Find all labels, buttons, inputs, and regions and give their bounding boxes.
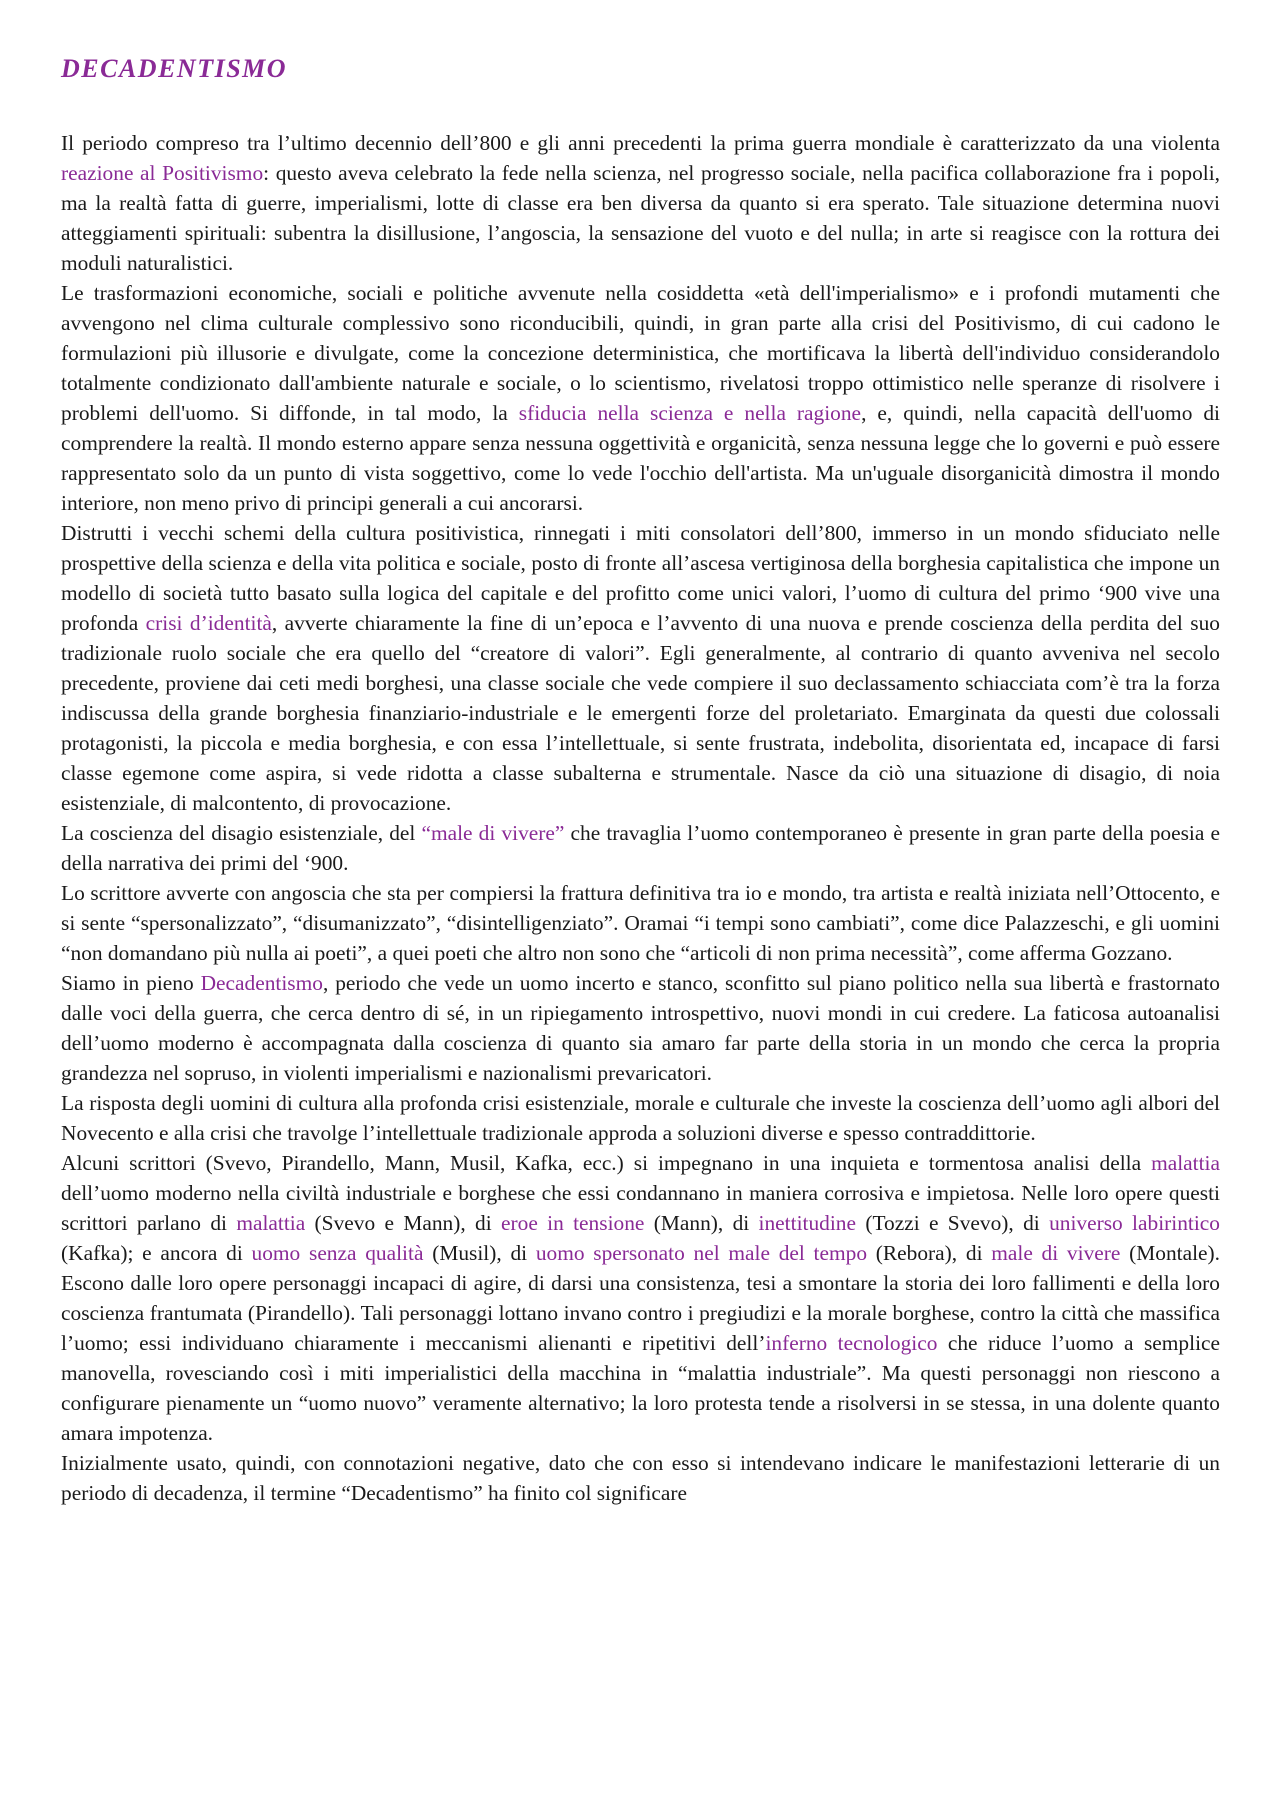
document-page [61, 52, 1220, 1508]
paragraph [61, 278, 1220, 518]
paragraph-text: Il periodo compreso tra l’ultimo decennio dell’800 e gli anni precedenti la prima guerra mondiale è caratterizzato da una violenta [61, 131, 1220, 155]
highlighted-term: inettitudine [758, 1211, 856, 1235]
highlighted-term: sfiducia nella scienza e nella ragione [518, 401, 862, 425]
highlighted-term: Decadentismo [200, 971, 323, 995]
paragraph-text: Alcuni scrittori (Svevo, Pirandello, Mann, Musil, Kafka, ecc.) si impegnano in una inquieta e tormentosa analisi della [61, 1151, 1152, 1175]
document-title: DECADENTISMO [61, 54, 288, 83]
paragraph-text: Distrutti i vecchi schemi della cultura positivistica, rinnegati i miti consolatori dell’800, immerso in un mondo sfiduciato nelle prospettive della scienza e della vita politica e sociale, posto di fronte all’ascesa vertiginosa della borghesia capitalistica che impone un modello di società tutto basato sulla logica del capitale e del profitto come unici valori, l’uomo di cultura del primo ‘900 vive una profonda [61, 521, 1220, 635]
paragraph-text: (Tozzi e Svevo), di [855, 1211, 1050, 1235]
paragraph-text: Siamo in pieno [61, 971, 201, 995]
paragraph-text: (Kafka); e ancora di [61, 1241, 252, 1265]
highlighted-term: male di vivere [991, 1241, 1121, 1265]
paragraph-text: che travaglia l’uomo contemporaneo è presente in gran parte della poesia e della narrativa dei primi del ‘900. [61, 821, 1220, 875]
highlighted-term: reazione al Positivismo [61, 161, 264, 185]
highlighted-term: uomo spersonato nel male del tempo [535, 1241, 868, 1265]
paragraph-text: (Montale). Escono dalle loro opere personaggi incapaci di agire, di darsi una consistenza, tesi a smontare la storia dei loro fallimenti e della loro coscienza frantumata (Pirandello). Tali personaggi lottano invano contro i pregiudizi e la morale borghese, contro la città che massifica l’uomo; essi individuano chiaramente i meccanismi alienanti e ripetitivi dell’ [61, 1241, 1221, 1355]
paragraph-text: , periodo che vede un uomo incerto e stanco, sconfitto sul piano politico nella sua libertà e frastornato dalle voci della guerra, che cerca dentro di sé, in un ripiegamento introspettivo, nuovi mondi in cui credere. La faticosa autoanalisi dell’uomo moderno è accompagnata dalla coscienza di quanto sia amaro far parte della storia in un mondo che cerca la propria grandezza nel sopruso, in violenti imperialismi e nazionalismi prevaricatori. [61, 971, 1221, 1085]
paragraph-text: , e, quindi, nella capacità dell'uomo di comprendere la realtà. Il mondo esterno appare senza nessuna oggettività e organicità, senza nessuna legge che lo governi e può essere rappresentato solo da un punto di vista soggettivo, come lo vede l'occhio dell'artista. Ma un'uguale disorganicità dimostra il mondo interiore, non meno privo di principi generali a cui ancorarsi. [61, 401, 1220, 515]
highlighted-term: universo labirintico [1049, 1211, 1220, 1235]
paragraph-text: (Rebora), di [867, 1241, 992, 1265]
paragraph [61, 1088, 1220, 1148]
highlighted-term: “male di vivere” [421, 821, 565, 845]
paragraph-text: Lo scrittore avverte con angoscia che sta per compiersi la frattura definitiva tra io e mondo, tra artista e realtà iniziata nell’Ottocento, e si sente “spersonalizzato”, “disumanizzato”, “disintelligenziato”. Oramai “i tempi sono cambiati”, come dice Palazzeschi, e gli uomini “non domandano più nulla ai poeti”, a quei poeti che altro non sono che “articoli di non prima necessità”, come afferma Gozzano. [61, 881, 1220, 965]
paragraph-text: (Musil), di [423, 1241, 536, 1265]
highlighted-term: malattia [1151, 1151, 1220, 1175]
paragraph-text: Inizialmente usato, quindi, con connotazioni negative, dato che con esso si intendevano indicare le manifestazioni letterarie di un periodo di decadenza, il termine “Decadentismo” ha finito col significare [61, 1451, 1220, 1505]
highlighted-term: uomo senza qualità [251, 1241, 424, 1265]
paragraph [61, 1148, 1220, 1448]
paragraph [61, 1448, 1220, 1508]
paragraph-text: Le trasformazioni economiche, sociali e politiche avvenute nella cosiddetta «età dell'imperialismo» e i profondi mutamenti che avvengono nel clima culturale complessivo sono riconducibili, quindi, in gran parte alla crisi del Positivismo, di cui cadono le formulazioni più illusorie e divulgate, come la concezione deterministica, che mortificava la libertà dell'individuo considerandolo totalmente condizionato dall'ambiente naturale e sociale, o lo scientismo, rivelatosi troppo ottimistico nelle speranze di risolvere i problemi dell'uomo. Si diffonde, in tal modo, la [61, 281, 1220, 425]
highlighted-term: malattia [236, 1211, 306, 1235]
paragraph [61, 968, 1220, 1088]
paragraph [61, 878, 1220, 968]
document-body [61, 128, 1220, 1508]
paragraph [61, 128, 1220, 278]
paragraph-text: La coscienza del disagio esistenziale, del [61, 821, 422, 845]
paragraph-text: : questo aveva celebrato la fede nella scienza, nel progresso sociale, nella pacifica collaborazione fra i popoli, ma la realtà fatta di guerre, imperialismi, lotte di classe era ben diversa da quanto si era sperato. Tale situazione determina nuovi atteggiamenti spirituali: subentra la disillusione, l’angoscia, la sensazione del vuoto e del nulla; in arte si reagisce con la rottura dei moduli naturalistici. [61, 161, 1220, 275]
paragraph-text: che riduce l’uomo a semplice manovella, rovesciando così i miti imperialistici della macchina in “malattia industriale”. Ma questi personaggi non riescono a configurare pienamente un “uomo nuovo” veramente alternativo; la loro protesta tende a risolversi in se stessa, in una dolente quanto amara impotenza. [61, 1331, 1220, 1445]
highlighted-term: crisi d’identità [145, 611, 272, 635]
paragraph-text: (Mann), di [644, 1211, 759, 1235]
paragraph [61, 818, 1220, 878]
paragraph-text: , avverte chiaramente la fine di un’epoca e l’avvento di una nuova e prende coscienza della perdita del suo tradizionale ruolo sociale che era quello del “creatore di valori”. Egli generalmente, al contrario di quanto avveniva nel secolo precedente, proviene dai ceti medi borghesi, una classe sociale che vede compiere il suo declassamento schiacciata com’è tra la forza indiscussa della grande borghesia finanziario-industriale e le emergenti forze del proletariato. Emarginata da questi due colossali protagonisti, la piccola e media borghesia, e con essa l’intellettuale, si sente frustrata, indebolita, disorientata ed, incapace di farsi classe egemone come aspira, si vede ridotta a classe subalterna e strumentale. Nasce da ciò una situazione di disagio, di noia esistenziale, di malcontento, di provocazione. [61, 611, 1220, 815]
paragraph-text: (Svevo e Mann), di [305, 1211, 501, 1235]
paragraph [61, 518, 1220, 818]
highlighted-term: eroe in tensione [501, 1211, 645, 1235]
paragraph-text: dell’uomo moderno nella civiltà industriale e borghese che essi condannano in maniera corrosiva e impietosa. Nelle loro opere questi scrittori parlano di [61, 1181, 1220, 1235]
highlighted-term: inferno tecnologico [765, 1331, 938, 1355]
paragraph-text: La risposta degli uomini di cultura alla profonda crisi esistenziale, morale e culturale che investe la coscienza dell’uomo agli albori del Novecento e alla crisi che travolge l’intellettuale tradizionale approda a soluzioni diverse e spesso contraddittorie. [61, 1091, 1220, 1145]
